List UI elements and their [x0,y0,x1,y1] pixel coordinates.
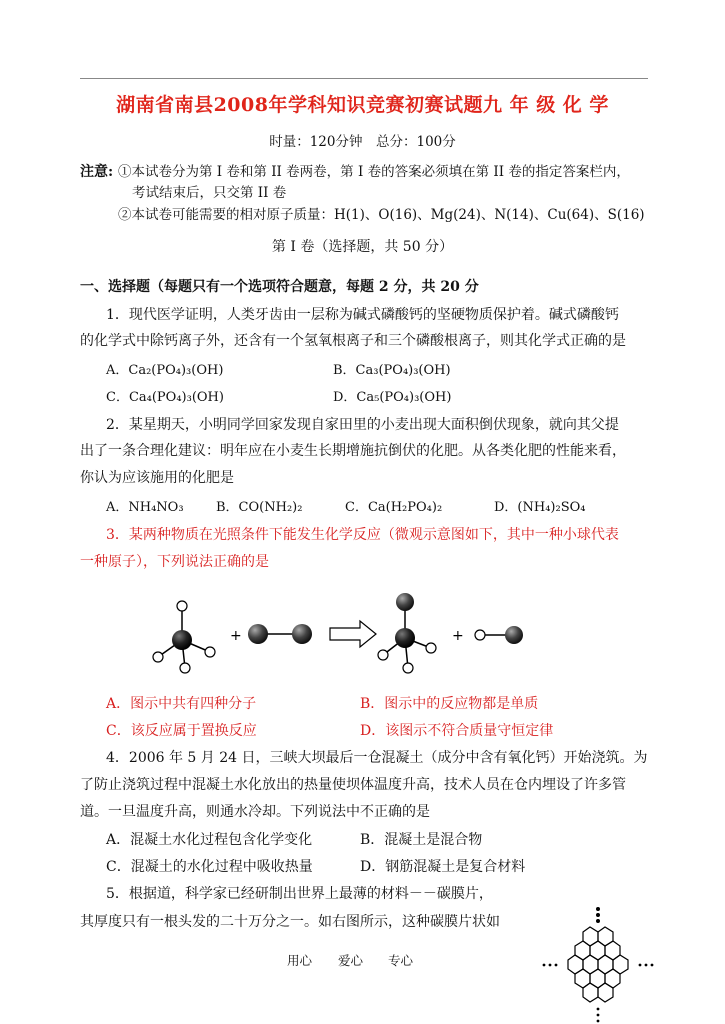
part-title: 一、选择题（每题只有一个选项符合题意，每题 2 分，共 20 分 [80,279,479,295]
reactant-molecule-2 [248,624,312,644]
q2-line1: 2．某星期天，小明同学回家发现自家田里的小麦出现大面积倒伏现象，就向其父提 [106,417,619,433]
q4-option-c: C．混凝土的水化过程中吸收热量 [106,859,313,875]
header-rule [80,78,648,79]
q2-option-b: B．CO(NH₂)₂ [216,500,303,515]
reactant-molecule-1 [153,601,215,673]
notice-label: 注意: [80,164,114,180]
q2-option-c: C．Ca(H₂PO₄)₂ [345,500,443,515]
q2-option-d: D．(NH₄)₂SO₄ [494,500,586,515]
footer-word-2: 爱心 [338,953,364,968]
q2-line2: 出了一条合理化建议：明年应在小麦生长期增施抗倒伏的化肥。从各类化肥的性能来看， [80,443,626,459]
time-score: 时量：120分钟 总分：100分 [269,134,456,150]
q5-line1: 5．根据道，科学家已经研制出世界上最薄的材料－－碳膜片， [106,886,493,902]
q3-option-a: A．图示中共有四种分子 [106,696,257,712]
q4-option-a: A．混凝土水化过程包含化学变化 [106,832,313,848]
product-molecule-2 [475,626,523,644]
q1-option-a: A．Ca₂(PO₄)₃(OH) [106,363,224,378]
footer-word-1: 用心 [287,953,313,968]
reaction-arrow [330,621,376,647]
plus-sign-1: + [230,628,242,644]
q3-line1: 3．某两种物质在光照条件下能发生化学反应（微观示意图如下，其中一种小球代表 [106,527,619,543]
q1-option-b: B．Ca₃(PO₄)₃(OH) [333,363,451,378]
q1-option-d: D．Ca₅(PO₄)₃(OH) [333,390,452,405]
q4-option-b: B．混凝土是混合物 [360,832,483,848]
section-heading: 第 I 卷（选择题，共 50 分） [271,239,454,255]
notice-item1-line1: ①本试卷分为第 I 卷和第 II 卷两卷，第 I 卷的答案必须填在第 II 卷的指定答案栏内， [118,164,630,180]
q2-option-a: A．NH₄NO₃ [106,500,184,515]
q5-line2: 其厚度只有一根头发的二十万分之一。如右图所示，这种碳膜片状如 [80,914,500,930]
page-title: 湖南省南县2008年学科知识竞赛初赛试题九 年 级 化 学 [116,94,609,116]
q4-line2: 了防止浇筑过程中混凝土水化放出的热量使坝体温度升高，技术人员在仓内埋设了许多管 [80,777,626,793]
q3-option-c: C．该反应属于置换反应 [106,723,257,739]
q1-line1: 1．现代医学证明，人类牙齿由一层称为碱式磷酸钙的坚硬物质保护着。碱式磷酸钙 [106,307,619,323]
q3-option-b: B．图示中的反应物都是单质 [360,696,539,712]
plus-sign-2: + [452,628,464,644]
q3-line2: 一种原子），下列说法正确的是 [80,554,269,570]
q2-line3: 你认为应该施用的化肥是 [80,470,234,486]
q4-line3: 道。一旦温度升高，则通水冷却。下列说法中不正确的是 [80,804,430,820]
notice-item1-line2: 考试结束后，只交第 II 卷 [132,185,287,201]
q1-line2: 的化学式中除钙离子外，还含有一个氢氧根离子和三个磷酸根离子，则其化学式正确的是 [80,333,626,349]
notice-item2: ②本试卷可能需要的相对原子质量：H(1)、O(16)、Mg(24)、N(14)、Cu(64)、S(16) [118,207,645,223]
product-molecule-1 [378,593,436,673]
q3-option-d: D．该图示不符合质量守恒定律 [360,723,554,739]
reaction-diagram [140,585,560,685]
q1-option-c: C．Ca₄(PO₄)₃(OH) [106,390,224,405]
carbon-film-figure [538,905,658,1024]
q4-option-d: D．钢筋混凝土是复合材料 [360,859,526,875]
q4-line1: 4．2006 年 5 月 24 日，三峡大坝最后一仓混凝土（成分中含有氧化钙）开始浇筑。为 [106,750,648,766]
footer-word-3: 专心 [388,953,414,968]
